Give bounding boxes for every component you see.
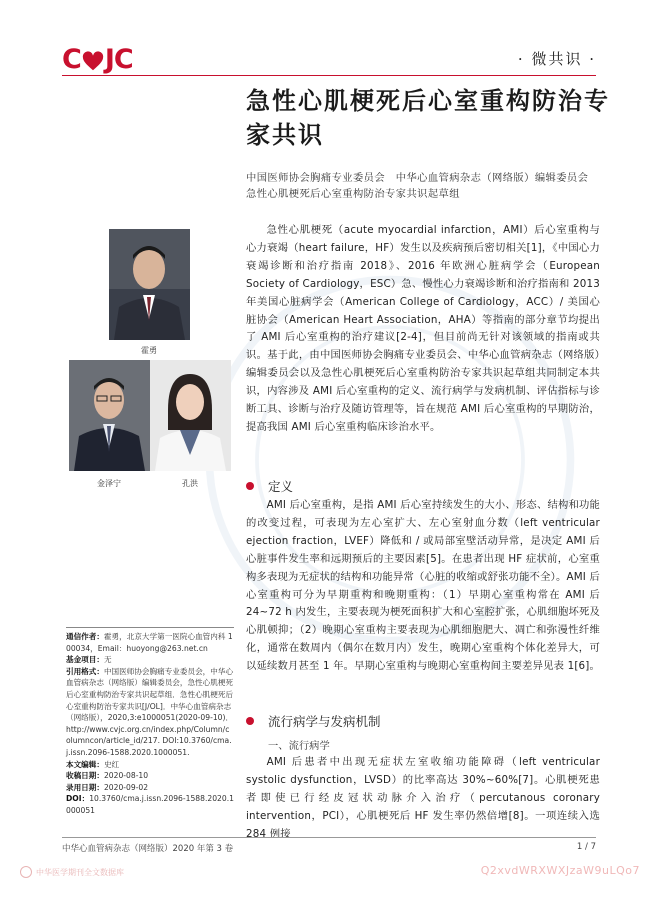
definition-paragraph: [246, 497, 600, 676]
journal-logo: [62, 44, 133, 75]
info-row-funding: 基金项目：无: [66, 655, 112, 665]
epidemiology-paragraph: [246, 754, 600, 844]
section-heading-definition: [246, 477, 293, 495]
author-photo-jin: [69, 360, 150, 471]
photo-caption-jin: 金泽宁: [97, 479, 121, 488]
epidemiology-text: AMI 后患者中出现无症状左室收缩功能障碍（left ventricular systolic dysfunction，LVSD）的比率高达 30%~60%[7]。心肌梗死患者即使已行经皮冠状动脉介入治疗（percutanous coronary intervention，PCI），心肌梗死后 HF 发生率仍然倍增[8]。一项连续入选 284 例接: [246, 756, 600, 840]
author-photo-huo: [109, 229, 190, 340]
info-row-accepted: 录用日期：2020-09-02: [66, 782, 149, 792]
section-bullet-icon: [246, 482, 254, 490]
info-row-citation: 引用格式：中国医师协会胸痛专业委员会，中华心血管病杂志（网络版）编辑委员会，急性心肌梗死后心室重构防治专家共识起草组．急性心肌梗死后心室重构防治专家共识[J/OL]．中华心血管病杂志（网络版），2020,3:e1000051(2020-09-10)．http://www.cvjc.org.cn/index.php/Column/columncon/article_id/217. DOI:10.3760/cma.j.issn.2096-1588.2020.1000051.: [66, 666, 234, 757]
download-watermark: Q2xvdWRXWXJzaW9uLQo7: [480, 864, 640, 877]
database-logo-icon: [20, 866, 32, 878]
info-row-doi: DOI：10.3760/cma.j.issn.2096-1588.2020.1000051: [66, 794, 234, 815]
subsection-heading: 一、流行病学: [268, 740, 330, 752]
footer-divider: [62, 837, 596, 838]
header-divider: [62, 75, 596, 76]
author-photo-kong: [150, 360, 231, 471]
footer-page-number: 1 / 7: [576, 842, 596, 852]
section-title: 流行病学与发病机制: [268, 714, 381, 729]
author-list: 中国医师协会胸痛专业委员会 中华心血管病杂志（网络版）编辑委员会 急性心肌梗死后心室重构防治专家共识起草组: [246, 172, 589, 200]
logo-letter-c: C: [62, 44, 81, 75]
intro-paragraph: [246, 222, 600, 437]
definition-text: AMI 后心室重构，是指 AMI 后心室持续发生的大小、形态、结构和功能的改变过程，可表现为左心室扩大、左心室射血分数（left ventricular ejection fraction，LVEF）降低和 / 或局部室壁活动异常，是决定 AMI 后心脏事件发生率和远期预后的主要因素[5]。在患者出现 HF 症状前，心室重构多表现为无症状的结构和功能异常（心脏的收缩或舒张功能不全）。AMI 后心室重构可分为早期重构和晚期重构：（1）早期心室重构常在 AMI 后 24~72 h 内发生，主要表现为梗死面积扩大和心室腔扩张，心肌细胞坏死及心肌顿抑；（2）晚期心室重构主要表现为心肌细胞肥大、凋亡和弥漫性纤维化，通常在数周内（偶尔在数月内）发生，晚期心室重构个体化差异大，可以延续数月甚至 1 年。早期心室重构与晚期心室重构间主要差异见表 1[6]。: [246, 499, 601, 673]
info-row-editor: 本文编辑：史红: [66, 759, 120, 769]
info-row-received: 收稿日期：2020-08-10: [66, 771, 149, 781]
info-row-corresponding: 通信作者：霍勇，北京大学第一医院心血管内科 100034，Email：huoyong@263.net.cn: [66, 632, 233, 653]
logo-letter-c2: C: [113, 44, 133, 75]
logo-letter-j: J: [104, 44, 114, 75]
intro-text: 急性心肌梗死（acute myocardial infarction，AMI）后心室重构与心力衰竭（heart failure，HF）发生以及疾病预后密切相关[1]，《中国心力衰竭诊断和治疗指南 2018》、2016 年欧洲心脏病学会（European Society of Cardiology，ESC）急、慢性心力衰竭诊断和治疗指南和 2013 年美国心脏病学会（American College of Cardiology，ACC）/ 美国心脏协会（American Heart Association，AHA）等指南的部分章节均提出了 AMI 后心室重构的治疗建议[2-4]，但目前尚无针对该领域的指南或共识。基于此，由中国医师协会胸痛专业委员会、中华心血管病杂志（网络版）编辑委员会以及急性心肌梗死后心室重构防治专家共识起草组共同制定本共识，内容涉及 AMI 后心室重构的定义、流行病学与发病机制、评估指标与诊断工具、诊断与治疗及随访管理等，旨在规范 AMI 后心室重构的早期防治，提高我国 AMI 后心室重构临床诊治水平。: [246, 224, 600, 433]
article-title: 急性心肌梗死后心室重构防治专家共识: [246, 86, 610, 149]
article-info-sidebar: [66, 627, 234, 817]
footer-journal: 中华心血管病杂志（网络版）2020 年第 3 卷: [62, 844, 234, 854]
section-heading-epidemiology: [246, 712, 381, 730]
section-bullet-icon: [246, 717, 254, 725]
database-watermark: 中华医学期刊全文数据库: [20, 866, 124, 878]
heart-logo-icon: [82, 49, 104, 71]
section-title: 定义: [268, 479, 294, 494]
column-tag: · 微共识 ·: [517, 50, 596, 68]
photo-caption-kong: 孔洪: [182, 479, 198, 488]
photo-caption-huo: 霍勇: [141, 346, 157, 355]
